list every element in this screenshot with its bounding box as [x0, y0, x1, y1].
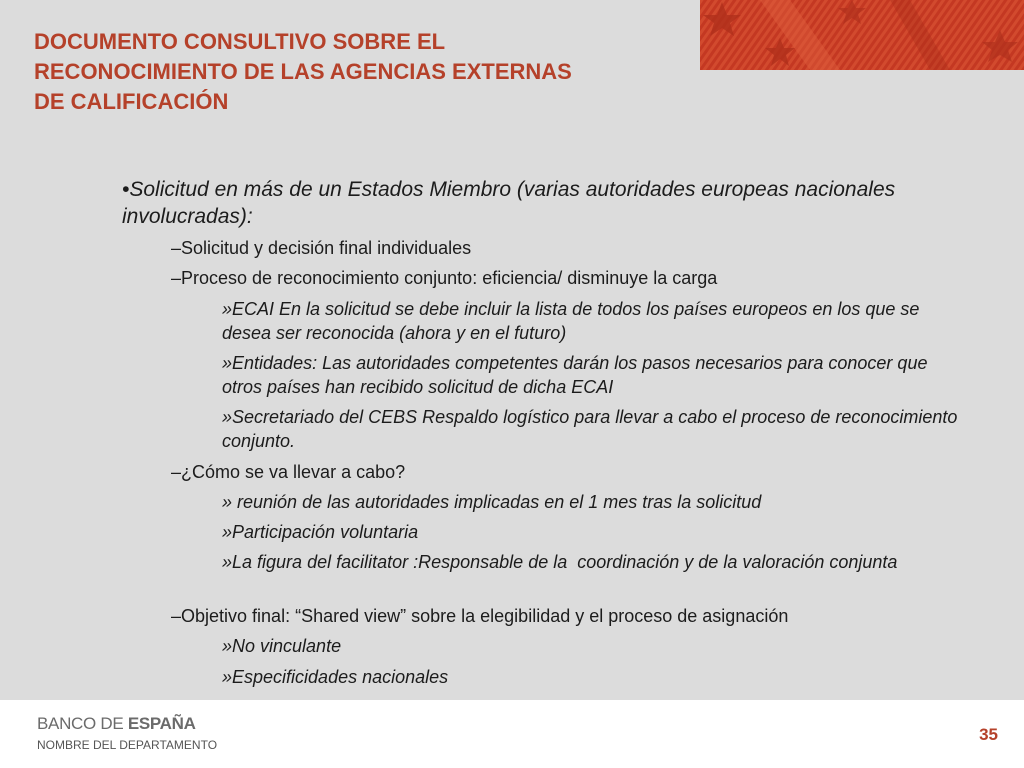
chevron-marker: » — [222, 299, 233, 319]
logo-text-regular: BANCO DE — [37, 714, 128, 733]
sub-bullet-4 — [171, 604, 981, 628]
dash-marker: – — [171, 268, 182, 288]
sub-sub-bullet-text: ECAI En la solicitud se debe incluir la lista de todos los países europeos en los que se desea ser reconocida (ahora y en el futuro) — [222, 299, 920, 343]
sub-sub-bullet — [222, 550, 902, 574]
sub-bullet-2 — [171, 266, 961, 290]
sub-sub-bullet-text: No vinculante — [232, 636, 342, 656]
sub-sub-bullet-text: Especificidades nacionales — [232, 667, 449, 687]
title-line-2: RECONOCIMIENTO DE LAS AGENCIAS EXTERNAS — [34, 59, 572, 84]
sub-bullet-text: Objetivo final: “Shared view” sobre la elegibilidad y el proceso de asignación — [181, 606, 789, 626]
bullet-text: Solicitud en más de un Estados Miembro (varias autoridades europeas nacionales involucradas): — [122, 178, 896, 228]
sub-bullet-1 — [171, 236, 961, 260]
sub-sub-bullet-text: Entidades: Las autoridades competentes darán los pasos necesarios para conocer que otros países han recibido solicitud de dicha ECAI — [222, 353, 928, 397]
chevron-marker: » — [222, 636, 233, 656]
dash-marker: – — [171, 606, 182, 626]
banco-de-espana-logo — [37, 714, 196, 734]
sub-sub-bullet-text: La figura del facilitator :Responsable de la coordinación y de la valoración conjunta — [232, 552, 898, 572]
chevron-marker: » — [222, 407, 233, 427]
chevron-marker: » — [222, 667, 233, 687]
chevron-marker: » — [222, 552, 233, 572]
chevron-marker: » — [222, 522, 233, 542]
sub-bullet-text: ¿Cómo se va llevar a cabo? — [181, 462, 406, 482]
sub-sub-bullet-text: reunión de las autoridades implicadas en el 1 mes tras la solicitud — [237, 492, 762, 512]
slide-footer — [0, 700, 1024, 768]
sub-sub-bullet — [222, 634, 967, 658]
title-line-1: DOCUMENTO CONSULTIVO SOBRE EL — [34, 29, 446, 54]
sub-sub-bullet — [222, 665, 967, 689]
dash-marker: – — [171, 238, 182, 258]
page-number: 35 — [979, 725, 998, 744]
department-name: NOMBRE DEL DEPARTAMENTO — [37, 738, 218, 752]
bullet-main — [122, 176, 952, 230]
logo-text-bold: ESPAÑA — [127, 714, 196, 733]
chevron-marker: » — [222, 492, 238, 512]
sub-sub-bullet — [222, 405, 967, 453]
sub-bullet-text: Solicitud y decisión final individuales — [181, 238, 472, 258]
dash-marker: – — [171, 462, 182, 482]
sub-sub-bullet — [222, 520, 967, 544]
title-line-3: DE CALIFICACIÓN — [34, 89, 229, 114]
chevron-marker: » — [222, 353, 233, 373]
sub-sub-bullet — [222, 351, 967, 399]
sub-bullet-text: Proceso de reconocimiento conjunto: eficiencia/ disminuye la carga — [181, 268, 718, 288]
sub-sub-bullet-text: Secretariado del CEBS Respaldo logístico para llevar a cabo el proceso de reconocimiento conjunto. — [222, 407, 958, 451]
sub-sub-bullet-text: Participación voluntaria — [232, 522, 419, 542]
sub-bullet-3 — [171, 460, 961, 484]
sub-sub-bullet — [222, 297, 967, 345]
bullet-marker: • — [122, 178, 130, 201]
sub-sub-bullet — [222, 490, 967, 514]
